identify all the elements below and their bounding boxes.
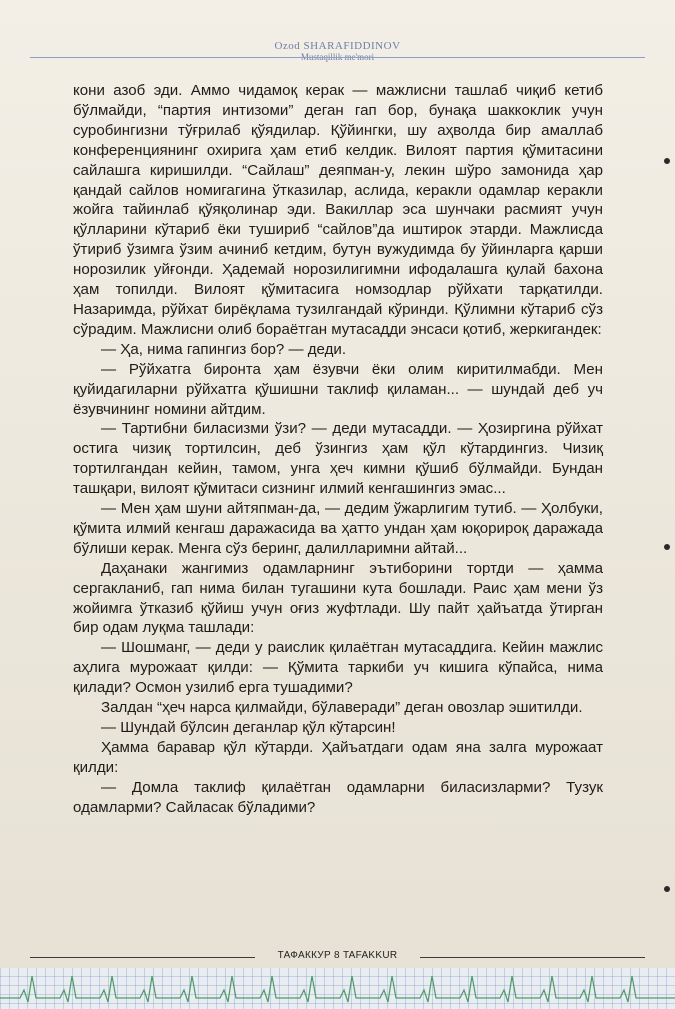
paragraph: — Тартибни биласизми ўзи? — деди мутасадди. — Ҳозиргина рўйхат остига чизиқ тортилсин, деб ўзингиз ҳам қўл кўтардингиз. Чизиқ тортилгандан кейин, тамом, унга ҳеч кимни қўшиб бўлмайди. Бундан ташқари, вилоят қўмитаси сизнинг илмий кенгашингиз эмас... [73, 420, 603, 498]
paragraph: кони азоб эди. Аммо чидамоқ керак — мажлисни ташлаб чиқиб кетиб бўлмайди, “партия интизоми” деган гап бор, бунақа шаккоклик учун суробингизни тўғрилаб қўядилар. Қўйингки, шу аҳволда бир амаллаб конференциянинг охирига ҳам етиб келдик. Вилоят партия қўмитасини сайлашга киришилди. “Сайлаш” деяпман-у, лекин шўро замонида ҳар қандай сайлов номигагина ўтказилар, аслида, керакли одамлар керакли жойга тайинлаб қўяқолинар эди. Вакиллар эса шунчаки расмият учун қўлларини кўтариб ёки тушириб “сайлов”да иштирок этарди. Мажлисда ўтириб ўзимга ўзим ачиниб кетдим, бутун вужудимда бу ўйинларга қарши норозилик уйғонди. Ҳадемай норозилигимни ифодалашга қулай бахона ҳам топилди. Вилоят қўмитасига номзодлар рўйхати тарқатилди. Назаримда, рўйхат бирёқлама тузилгандай кўринди. Қўлимни кўтариб сўз сўрадим. Мажлисни олиб бораётган мутасадди энсаси қотиб, жеркигандек: [73, 82, 603, 338]
pulse-line-decoration [0, 968, 675, 1009]
binding-hole [664, 158, 670, 164]
footer-rule-right [420, 957, 645, 958]
header-rule [30, 57, 645, 58]
paragraph: — Рўйхатга биронта ҳам ёзувчи ёки олим киритилмабди. Мен қуйидагиларни рўйхатга қўшишни таклиф қиламан... — шундай деб уч ёзувчининг номини айтдим. [73, 360, 603, 418]
paragraph: — Домла таклиф қилаётган одамларни биласизларми? Тузук одамларми? Сайласак бўладими? [73, 778, 603, 816]
paragraph: — Шундай бўлсин деганлар қўл кўтарсин! [101, 719, 396, 736]
paragraph: — Мен ҳам шуни айтяпман-да, — дедим ўжарлигим тутиб. — Ҳолбуки, қўмита илмий кенгаш даражасида ва ҳатто ундан ҳам юқорироқ даражада бўлиши керак. Менга сўз беринг, далилларимни айтай... [73, 500, 603, 557]
binding-hole [664, 886, 670, 892]
page-footer: ТАФАККУР 8 TAFAKKUR [277, 950, 398, 961]
header-subtitle: Mustaqillik me'mori [300, 52, 375, 62]
binding-hole [664, 544, 670, 550]
header-author: Ozod SHARAFIDDINOV [274, 40, 401, 52]
paragraph: Ҳамма баравар қўл кўтарди. Ҳайъатдаги одам яна залга мурожаат қилди: [73, 738, 603, 776]
running-header [0, 40, 675, 62]
decorative-grid-band [0, 968, 675, 1009]
paragraph: Залдан “ҳеч нарса қилмайди, бўлаверади” деган овозлар эшитилди. [101, 699, 583, 717]
paragraph: Даҳанаки жангимиз одамларнинг эътиборини тортди — ҳамма сергакланиб, гап нима билан тугашини кута бошлади. Раис ҳам мени ўз жойимга ўтказиб қўйиш учун оғиз жуфтлади. Шу пайт ҳайъатда ўтирган бир одам луқма ташлади: [73, 559, 603, 637]
paragraph: — Шошманг, — деди у раислик қилаётган мутасаддига. Кейин мажлис аҳлига мурожаат қилди: — Қўмита таркиби уч кишига кўпайса, нима қилади? Осмон узилиб ерга тушадими? [73, 639, 603, 697]
paragraph: — Ҳа, нима гапингиз бор? — деди. [101, 340, 347, 358]
article-body [73, 81, 603, 818]
